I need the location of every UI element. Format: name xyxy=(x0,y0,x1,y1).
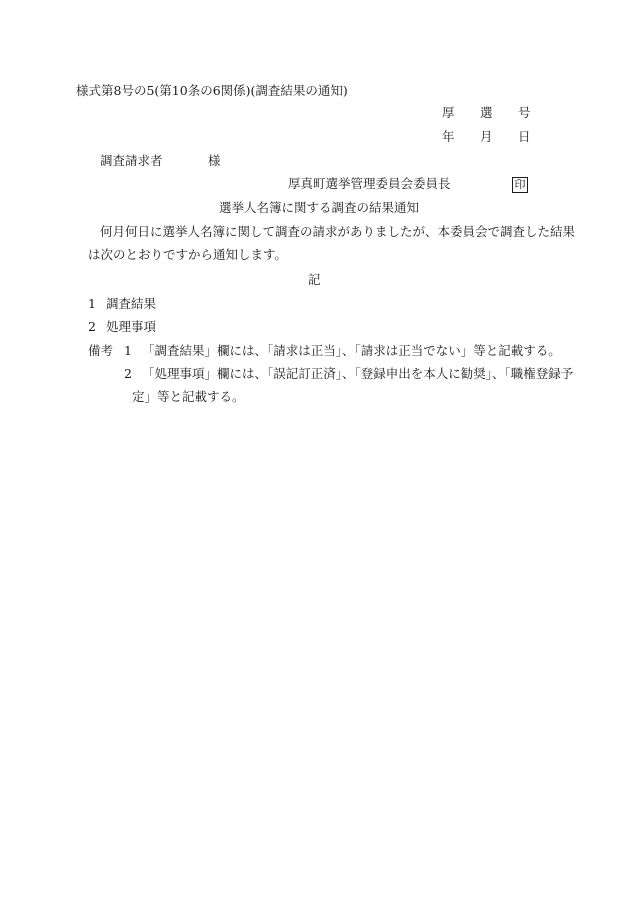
item-number: 2 xyxy=(88,319,96,334)
reference-prefix: 厚 xyxy=(442,105,455,120)
list-item xyxy=(88,298,156,311)
addressee xyxy=(100,153,221,168)
item-label: 調査結果 xyxy=(106,296,157,311)
note-text: 「調査結果」欄には、「請求は正当」、「請求は正当でない」等と記載する。 xyxy=(142,343,561,358)
remarks-note-2-continued: 定」等と記載する。 xyxy=(132,389,245,404)
note-number: 2 xyxy=(124,366,132,381)
list-item xyxy=(88,321,156,334)
reference-suffix: 号 xyxy=(518,105,531,120)
item-label: 処理事項 xyxy=(106,319,157,334)
form-identifier: 様式第8号の5(第10条の6関係)(調査結果の通知) xyxy=(76,83,348,98)
remarks-note-2 xyxy=(124,368,573,381)
date-day: 日 xyxy=(518,129,531,144)
item-number: 1 xyxy=(88,296,96,311)
seal-mark: 印 xyxy=(512,177,528,193)
addressee-name: 調査請求者 xyxy=(100,153,163,168)
ki-heading: 記 xyxy=(308,272,321,287)
document-title: 選挙人名簿に関する調査の結果通知 xyxy=(219,200,420,215)
date-year: 年 xyxy=(442,129,455,144)
date-month: 月 xyxy=(480,129,493,144)
body-line-2: は次のとおりですから通知します。 xyxy=(88,247,288,262)
remarks-note-1 xyxy=(88,345,561,358)
note-number: 1 xyxy=(124,343,132,358)
sender-title: 厚真町選挙管理委員会委員長 xyxy=(288,176,451,191)
body-line-1: 何月何日に選挙人名簿に関して調査の請求がありましたが、本委員会で調査した結果 xyxy=(100,224,576,239)
remarks-label: 備考 xyxy=(88,343,114,358)
addressee-honorific: 様 xyxy=(208,153,221,168)
note-text: 「処理事項」欄には、「誤記訂正済」、「登録申出を本人に勧奨」、「職権登録予 xyxy=(142,366,574,381)
reference-middle: 選 xyxy=(480,105,493,120)
